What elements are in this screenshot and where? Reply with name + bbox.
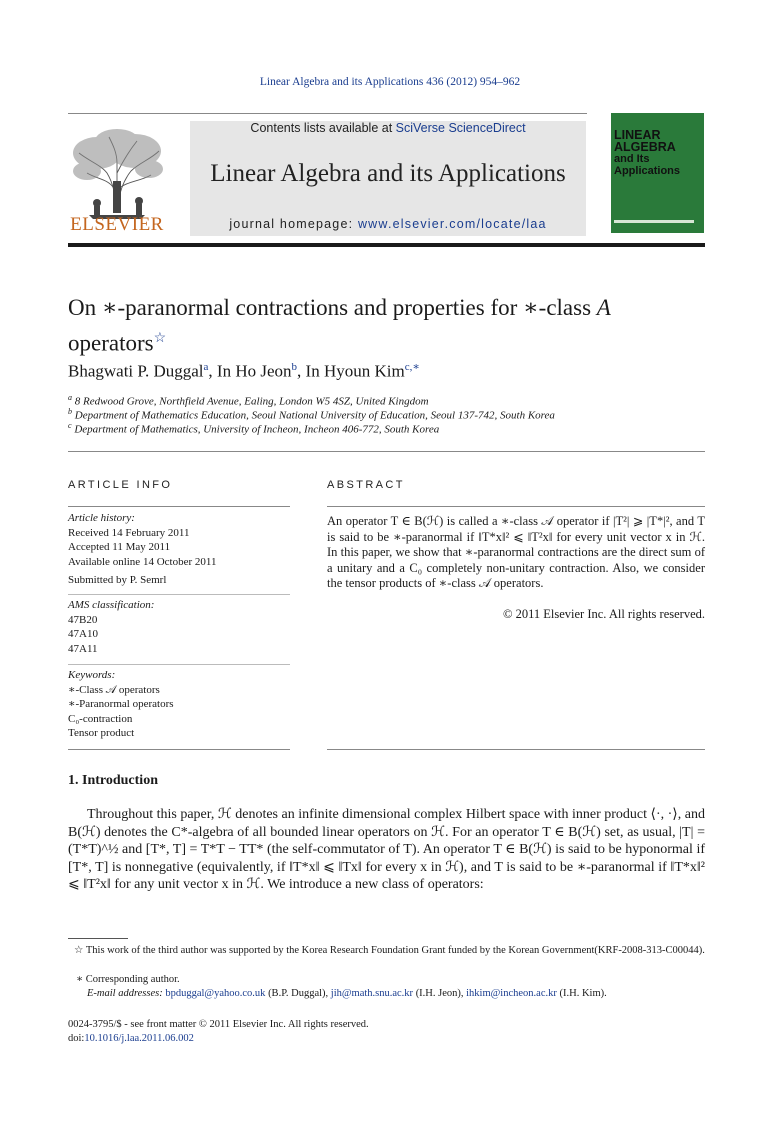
homepage-link[interactable]: www.elsevier.com/locate/laa bbox=[357, 217, 547, 231]
contents-line bbox=[190, 121, 586, 135]
doi-label: doi: bbox=[68, 1033, 85, 1044]
title-footnote-mark[interactable]: ☆ bbox=[153, 331, 167, 346]
affiliation-text: Department of Mathematics, University of Incheon, Incheon 406-772, South Korea bbox=[74, 423, 440, 436]
ams-label: AMS classification: bbox=[68, 599, 155, 611]
footnote-rule bbox=[68, 938, 128, 939]
affiliation-mark: b bbox=[68, 407, 72, 416]
info-divider bbox=[68, 664, 290, 665]
affiliation bbox=[68, 421, 708, 436]
keyword: C₀-contraction bbox=[68, 712, 133, 725]
history-received: Received 14 February 2011 bbox=[68, 526, 190, 539]
email-link[interactable]: jih@math.snu.ac.kr bbox=[330, 988, 414, 999]
journal-homepage-line bbox=[190, 217, 586, 231]
abstract-text: An operator T ∈ B(ℋ) is called a ∗-class 𝒜 operator if |T²| ⩾ |T*|², and T is said to be ∗-paranormal if ‖T*x‖² ⩽ ‖T²x‖ for every unit vector x in ℋ. In this paper, we show that ∗-paranormal contractions are the direct sum of a unitary and a C₀ completely non-unitary contraction. Also, we consider the tensor products of ∗-class 𝒜 operators. bbox=[327, 514, 705, 590]
affiliation-text: Department of Mathematics Education, Seoul National University of Education, Seoul 137-742, South Korea bbox=[74, 409, 555, 422]
header-rule bbox=[68, 113, 587, 114]
elsevier-wordmark: ELSEVIER bbox=[70, 214, 164, 235]
journal-cover-title bbox=[614, 129, 704, 177]
homepage-prefix: journal homepage: bbox=[229, 217, 358, 231]
author-name: Bhagwati P. Duggal bbox=[68, 361, 204, 381]
article-title bbox=[68, 292, 708, 359]
cover-line-2: ALGEBRA bbox=[614, 140, 676, 154]
keyword: ∗-Paranormal operators bbox=[68, 698, 174, 710]
author-affil-mark[interactable]: a bbox=[203, 361, 209, 373]
keywords-label: Keywords: bbox=[68, 669, 116, 681]
article-info-rule bbox=[68, 506, 290, 507]
introduction-paragraph: Throughout this paper, ℋ denotes an infinite dimensional complex Hilbert space with inner product ⟨·, ·⟩, and B(ℋ) denotes the C*-algebra of all bounded linear operators on ℋ. For an operator T ∈ B(ℋ) set, as usual, |T| = (T*T)^½ and [T*, T] = T*T − TT* (the self-commutator of T). An operator T ∈ B(ℋ) is said to be hyponormal if [T*, T] is nonnegative (equivalently, if ‖T*x‖ ⩽ ‖Tx‖ for every x in ℋ), and T is said to be ∗-paranormal if ‖T*x‖² ⩽ ‖T²x‖ for any unit vector x in ℋ. We introduce a new class of operators: bbox=[68, 807, 705, 892]
journal-title: Linear Algebra and its Applications bbox=[210, 160, 566, 187]
ams-code: 47B20 bbox=[68, 613, 98, 626]
abstract-copyright: © 2011 Elsevier Inc. All rights reserved. bbox=[502, 607, 705, 621]
email-owner: (I.H. Kim). bbox=[556, 988, 607, 999]
email-owner: (I.H. Jeon), bbox=[413, 988, 467, 999]
keywords bbox=[68, 668, 290, 741]
email-link[interactable]: bpduggal@yahoo.co.uk bbox=[165, 988, 266, 999]
sciencedirect-link[interactable]: SciVerse ScienceDirect bbox=[395, 121, 526, 135]
submitted-by: Submitted by P. Semrl bbox=[68, 574, 167, 586]
affiliation-mark: a bbox=[68, 393, 72, 402]
footnote-corresponding bbox=[68, 973, 705, 987]
author-affil-mark[interactable]: b bbox=[291, 361, 298, 373]
journal-reference[interactable]: Linear Algebra and its Applications 436 (2012) 954–962 bbox=[259, 76, 521, 88]
front-matter bbox=[68, 1018, 568, 1046]
section-heading: 1. Introduction bbox=[68, 773, 158, 788]
email-owner: (B.P. Duggal), bbox=[265, 988, 331, 999]
keyword: Tensor product bbox=[68, 727, 135, 739]
abstract-bottom-rule bbox=[327, 749, 705, 750]
ams-code: 47A11 bbox=[68, 642, 98, 655]
footnote-text: This work of the third author was supported by the Korea Research Foundation Grant funded by the Korean Government(KRF-2008-313-C00044). bbox=[85, 945, 705, 956]
ams-code: 47A10 bbox=[68, 628, 98, 640]
affiliation-text: 8 Redwood Grove, Northfield Avenue, Ealing, London W5 4SZ, United Kingdom bbox=[74, 395, 429, 408]
article-info-heading: ARTICLE INFO bbox=[68, 479, 173, 491]
contents-prefix: Contents lists available at bbox=[250, 121, 396, 135]
author-name: In Hyoun Kim bbox=[305, 361, 405, 381]
cover-line-3: and Its bbox=[614, 153, 650, 165]
info-divider bbox=[68, 594, 290, 595]
affiliation bbox=[68, 393, 708, 408]
email-link[interactable]: ihkim@incheon.ac.kr bbox=[466, 988, 557, 999]
affiliation bbox=[68, 407, 708, 422]
history-online: Available online 14 October 2011 bbox=[68, 555, 217, 568]
author-list: Bhagwati P. Duggal$^a$, In Ho Jeon$^b$, In Hyoun Kim$^{c,∗}$ bbox=[68, 361, 420, 381]
title-italic: A bbox=[596, 295, 611, 320]
history-accepted: Accepted 11 May 2011 bbox=[68, 541, 171, 553]
title-text-2: operators bbox=[68, 330, 154, 356]
article-info-bottom-rule bbox=[68, 749, 290, 750]
author-name: In Ho Jeon bbox=[216, 361, 292, 381]
cover-line-4: Applications bbox=[614, 165, 681, 177]
footnote-text: Corresponding author. bbox=[85, 974, 180, 985]
header-thick-rule bbox=[68, 243, 705, 247]
cover-line-1: LINEAR bbox=[614, 128, 661, 142]
abstract-heading: ABSTRACT bbox=[327, 479, 405, 491]
footnote-funding bbox=[68, 944, 705, 958]
article-history bbox=[68, 511, 290, 569]
title-text: On ∗-paranormal contractions and properties for ∗-class bbox=[68, 295, 597, 320]
footnote-mark: ☆ bbox=[74, 945, 84, 956]
abstract-rule bbox=[327, 506, 705, 507]
keyword: ∗-Class 𝒜 operators bbox=[68, 683, 160, 696]
footnote-mark: ∗ bbox=[76, 974, 84, 985]
issn-line: 0024-3795/$ - see front matter © 2011 Elsevier Inc. All rights reserved. bbox=[68, 1019, 369, 1030]
doi-link[interactable]: 10.1016/j.laa.2011.06.002 bbox=[84, 1033, 194, 1044]
cover-footer-strip bbox=[614, 220, 694, 223]
history-label: Article history: bbox=[68, 512, 135, 524]
author-affil-mark[interactable]: c,∗ bbox=[404, 361, 420, 373]
affiliation-rule bbox=[68, 451, 705, 452]
affiliation-mark: c bbox=[68, 421, 72, 430]
footnote-emails bbox=[68, 987, 705, 1001]
email-label: E-mail addresses: bbox=[87, 988, 166, 999]
doi-line bbox=[68, 1032, 568, 1046]
ams-classification bbox=[68, 598, 290, 656]
